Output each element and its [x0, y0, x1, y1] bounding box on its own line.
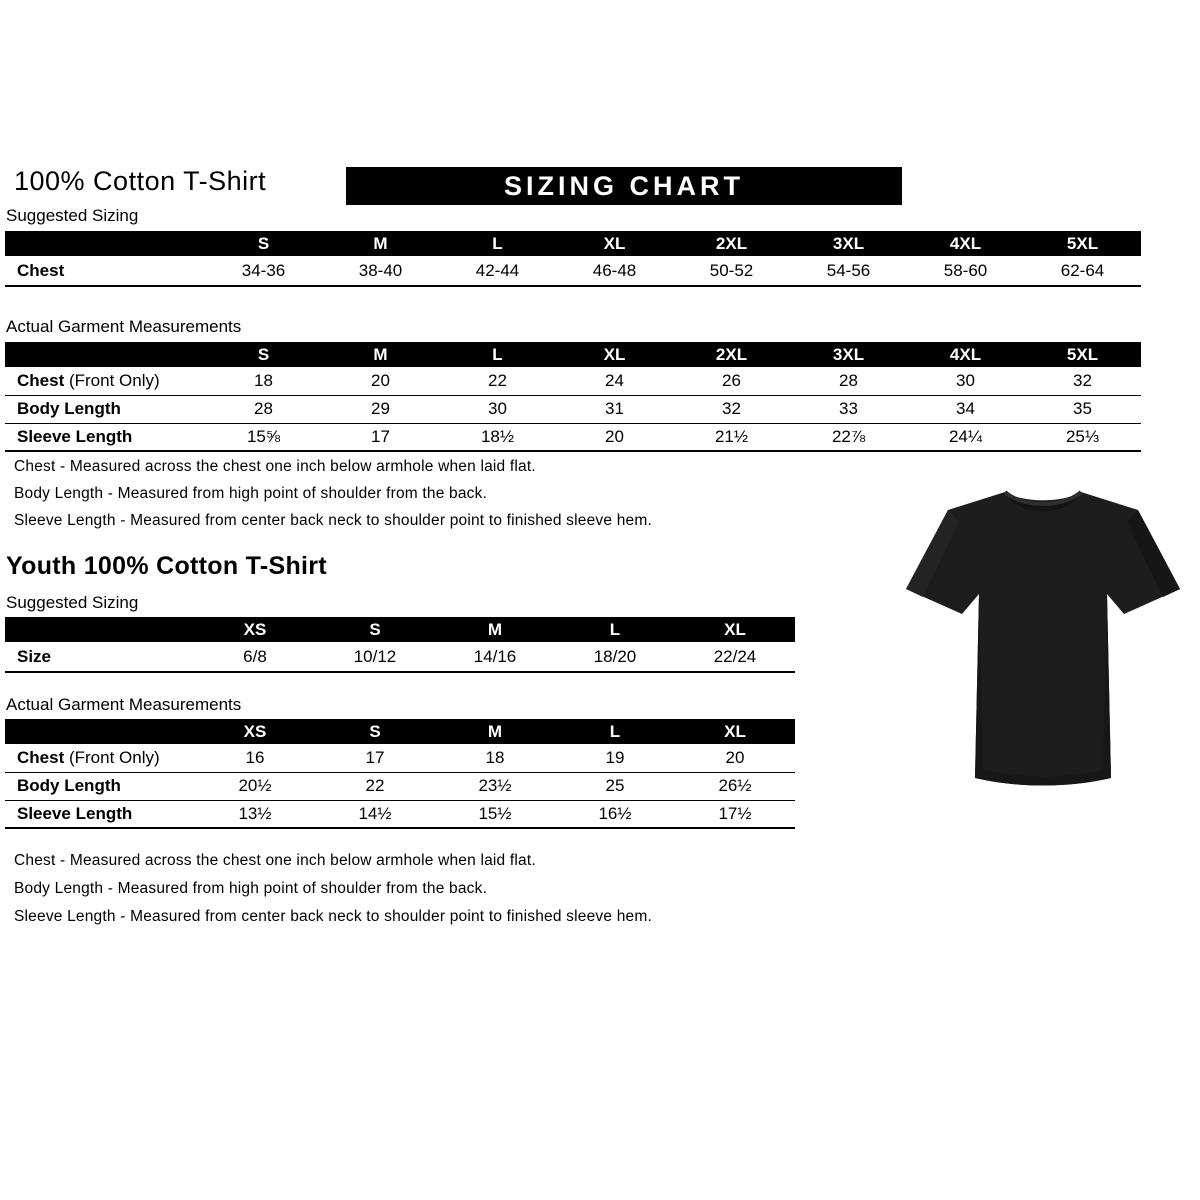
cell: 26: [722, 370, 741, 390]
cell: 35: [1073, 399, 1092, 418]
size-col-header: XL: [556, 231, 673, 256]
cell: 13½: [238, 803, 272, 823]
row-label: Chest (Front Only): [17, 747, 160, 767]
cell: 33: [839, 399, 858, 418]
cell: 50-52: [709, 260, 754, 280]
cell: 24: [605, 370, 624, 390]
youth-measurement-notes: [14, 847, 652, 931]
sleeve-length-row: [5, 423, 1141, 451]
adult-product-title: 100% Cotton T-Shirt: [14, 166, 267, 196]
row-label: Body Length: [17, 776, 121, 795]
note-line: Sleeve Length - Measured from center back neck to shoulder point to finished sleeve hem.: [14, 512, 652, 529]
cell: 25: [605, 776, 625, 795]
size-col-header: S: [205, 231, 322, 256]
cell: 32: [722, 399, 741, 418]
cell: 30: [488, 399, 507, 418]
cell: 20: [371, 370, 390, 390]
cell: 18: [485, 747, 505, 767]
row-label: Chest (Front Only): [17, 370, 160, 390]
size-col-header: XS: [195, 617, 315, 642]
size-col-header: M: [435, 617, 555, 642]
cell: 18/20: [593, 646, 637, 666]
chest-row: [5, 367, 1141, 395]
size-col-header: 3XL: [790, 342, 907, 367]
cell: 62-64: [1060, 260, 1105, 280]
note-line: Sleeve Length - Measured from center back neck to shoulder point to finished sleeve hem.: [14, 908, 652, 925]
adult-actual-heading: Actual Garment Measurements: [6, 317, 242, 336]
adult-suggested-sizing-table: [5, 231, 1141, 287]
cell: 14/16: [473, 646, 517, 666]
cell: 19: [605, 747, 625, 767]
youth-suggested-sizing-table: [5, 617, 795, 673]
cell: 34: [956, 399, 975, 418]
cell: 28: [254, 399, 273, 418]
size-col-header: S: [315, 719, 435, 744]
size-col-header: L: [555, 719, 675, 744]
empty-header-cell: [5, 342, 205, 367]
size-col-header: L: [555, 617, 675, 642]
cell: 18½: [480, 426, 515, 446]
size-col-header: S: [315, 617, 435, 642]
cell: 25⅓: [1065, 426, 1100, 446]
cell: 17½: [718, 803, 752, 823]
note-line: Body Length - Measured from high point of shoulder from the back.: [14, 485, 488, 502]
size-col-header: L: [439, 342, 556, 367]
cell: 24¼: [948, 426, 983, 446]
size-col-header: 3XL: [790, 231, 907, 256]
note-line: Chest - Measured across the chest one inch below armhole when laid flat.: [14, 458, 536, 475]
cell: 22: [488, 370, 507, 390]
cell: 16: [245, 747, 265, 767]
row-label-suffix: (Front Only): [64, 370, 160, 390]
size-col-header: 4XL: [907, 342, 1024, 367]
cell: 22/24: [713, 646, 757, 666]
cell: 34-36: [241, 260, 286, 280]
cell: 20: [725, 747, 745, 767]
size-col-header: 5XL: [1024, 231, 1141, 256]
sleeve-length-row: [5, 800, 795, 828]
cell: 58-60: [943, 260, 988, 280]
cell: 20: [605, 426, 624, 446]
sizing-chart-banner: SIZING CHART: [346, 167, 902, 205]
size-col-header: XL: [675, 617, 795, 642]
cell: 22⅞: [831, 426, 866, 446]
cell: 31: [605, 399, 624, 418]
youth-suggested-heading: Suggested Sizing: [6, 593, 139, 612]
cell: 42-44: [475, 260, 520, 280]
size-col-header: XL: [556, 342, 673, 367]
cell: 30: [956, 370, 975, 390]
cell: 46-48: [592, 260, 637, 280]
row-label: Sleeve Length: [17, 426, 133, 446]
size-col-header: M: [435, 719, 555, 744]
note-line: Body Length - Measured from high point of shoulder from the back.: [14, 880, 488, 897]
cell: 15½: [478, 803, 512, 823]
size-col-header: 2XL: [673, 231, 790, 256]
cell: 38-40: [358, 260, 403, 280]
cell: 20½: [238, 776, 272, 795]
table-header-row: [5, 617, 795, 642]
cell: 22: [365, 776, 385, 795]
size-col-header: 4XL: [907, 231, 1024, 256]
adult-suggested-heading: Suggested Sizing: [6, 206, 139, 225]
youth-product-title: Youth 100% Cotton T-Shirt: [6, 552, 327, 580]
cell: 54-56: [826, 260, 871, 280]
size-col-header: M: [322, 342, 439, 367]
cell: 29: [371, 399, 390, 418]
cell: 17: [371, 426, 390, 446]
chest-row: [5, 744, 795, 772]
table-header-row: [5, 231, 1141, 256]
size-col-header: M: [322, 231, 439, 256]
cell: 23½: [478, 776, 512, 795]
empty-header-cell: [5, 719, 195, 744]
cell: 32: [1073, 370, 1092, 390]
size-col-header: 2XL: [673, 342, 790, 367]
cell: 28: [839, 370, 858, 390]
body-length-row: [5, 395, 1141, 423]
size-col-header: XS: [195, 719, 315, 744]
cell: 14½: [358, 803, 392, 823]
table-header-row: [5, 719, 795, 744]
chest-row: [5, 256, 1141, 286]
row-label: Body Length: [17, 399, 121, 418]
empty-header-cell: [5, 231, 205, 256]
cell: 17: [365, 747, 385, 767]
cell: 18: [254, 370, 273, 390]
size-col-header: S: [205, 342, 322, 367]
cell: 21½: [714, 426, 749, 446]
adult-actual-measurements-table: [5, 342, 1141, 452]
cell: 15⅝: [246, 426, 281, 446]
youth-actual-measurements-table: [5, 719, 795, 829]
row-label: Sleeve Length: [17, 803, 133, 823]
cell: 26½: [718, 776, 752, 795]
row-label: Chest: [17, 260, 65, 280]
row-label-suffix: (Front Only): [64, 747, 160, 767]
cell: 16½: [598, 803, 632, 823]
tshirt-image: [893, 470, 1193, 816]
body-length-row: [5, 772, 795, 800]
note-line: Chest - Measured across the chest one inch below armhole when laid flat.: [14, 852, 536, 869]
empty-header-cell: [5, 617, 195, 642]
table-header-row: [5, 342, 1141, 367]
size-col-header: L: [439, 231, 556, 256]
youth-actual-heading: Actual Garment Measurements: [6, 695, 242, 714]
cell: 6/8: [243, 646, 267, 666]
size-col-header: XL: [675, 719, 795, 744]
row-label: Size: [17, 646, 52, 666]
black-tshirt-graphic: [893, 470, 1193, 816]
size-col-header: 5XL: [1024, 342, 1141, 367]
cell: 10/12: [353, 646, 397, 666]
adult-measurement-notes: [14, 453, 652, 534]
size-row: [5, 642, 795, 672]
